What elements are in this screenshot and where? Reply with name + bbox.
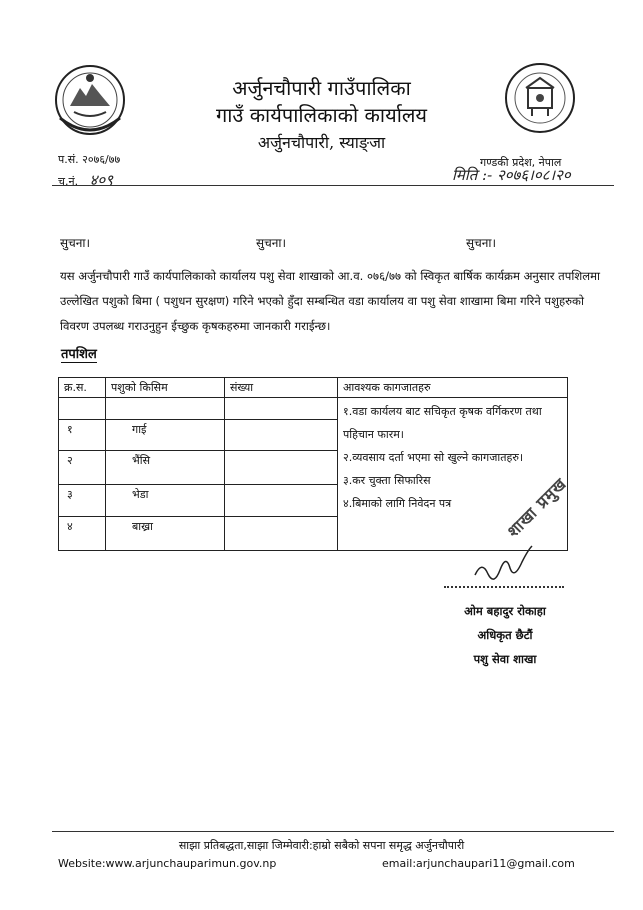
row-type: बाख्रा [106,517,225,551]
documents-cell [338,398,568,551]
row-sn: २ [59,451,106,485]
document-item: ४.बिमाको लागि निवेदन पत्र [343,497,452,510]
table-spacer-row [59,398,568,420]
col-header-documents: आवश्यक कागजातहरु [338,378,568,398]
office-name: अर्जुनचौपारी गाउँपालिका [232,76,411,100]
notice-paragraph: यस अर्जुनचौपारी गाउँ कार्यपालिकाको कार्यालय पशु सेवा शाखाको आ.व. ०७६/७७ को स्विकृत बार्षिक कार्यक्रम अनुसार तपशिलमा उल्लेखित पशुको बिमा ( पशुधन सुरक्षण) गरिने भएको हुँदा सम्बन्धित वडा कार्यालय वा पशु सेवा शाखामा बिमा गरिने पशुहरुको विवरण उपलब्ध गराउनुहुन ईच्छुक कृषकहरुमा जानकारी गराईन्छ। [60,269,601,333]
notice-label-left: सुचना। [60,236,91,250]
chalani-row [58,170,113,190]
row-count [225,517,338,551]
col-header-type: पशुको किसिम [106,378,225,398]
signature-line [444,586,564,588]
patra-sankhya: प.सं. २०७६/७७ [58,153,121,166]
row-type: गाई [106,420,225,451]
office-stamp: शाखा प्रमुख [503,473,571,541]
document-item: १.वडा कार्यलय बाट सचिकृत कृषक वर्गिकरण तथा पहिचान फारम। [343,405,542,441]
row-type: भैंसि [106,451,225,485]
row-sn: ४ [59,517,106,551]
row-sn: ३ [59,485,106,517]
col-header-count: संख्या [225,378,338,398]
footer-website: Website:www.arjunchauparimun.gov.np [58,857,277,870]
tapasil-heading: तपशिल [61,344,97,363]
signature-scribble-icon [470,540,540,590]
header-divider [52,185,614,186]
date-handwritten: मिति :- २०७६।०८।२० [452,166,571,184]
livestock-table [58,377,568,551]
footer-email: email:arjunchaupari11@gmail.com [382,857,575,870]
office-address: अर्जुनचौपारी, स्याङ्जा [257,133,386,152]
province-label: गण्डकी प्रदेश, नेपाल [480,156,562,169]
notice-label-right: सुचना। [466,236,497,250]
signatory-office: पशु सेवा शाखा [473,652,537,666]
row-count [225,420,338,451]
notice-label-center: सुचना। [256,236,287,250]
row-sn: १ [59,420,106,451]
document-item: ३.कर चुक्ता सिफारिस [343,474,431,487]
col-header-sn: क्र.स. [59,378,106,398]
signatory-title: अधिकृत छैटौं [477,628,533,642]
document-item: २.व्यवसाय दर्ता भएमा सो खुल्ने कागजातहरु। [343,451,524,464]
office-subtitle: गाउँ कार्यपालिकाको कार्यालय [215,103,428,127]
table-header-row [59,378,568,398]
chalani-label: च.नं. [58,175,79,188]
chalani-number: ४०९ [89,171,113,189]
footer-divider [52,831,614,832]
row-count [225,485,338,517]
row-type: भेडा [106,485,225,517]
footer-motto: साझा प्रतिबद्धता,साझा जिम्मेवारी:हाम्रो सबैको सपना समृद्ध अर्जुनचौपारी [178,839,465,852]
signatory-name: ओम बहादुर रोकाहा [464,604,546,618]
row-count [225,451,338,485]
